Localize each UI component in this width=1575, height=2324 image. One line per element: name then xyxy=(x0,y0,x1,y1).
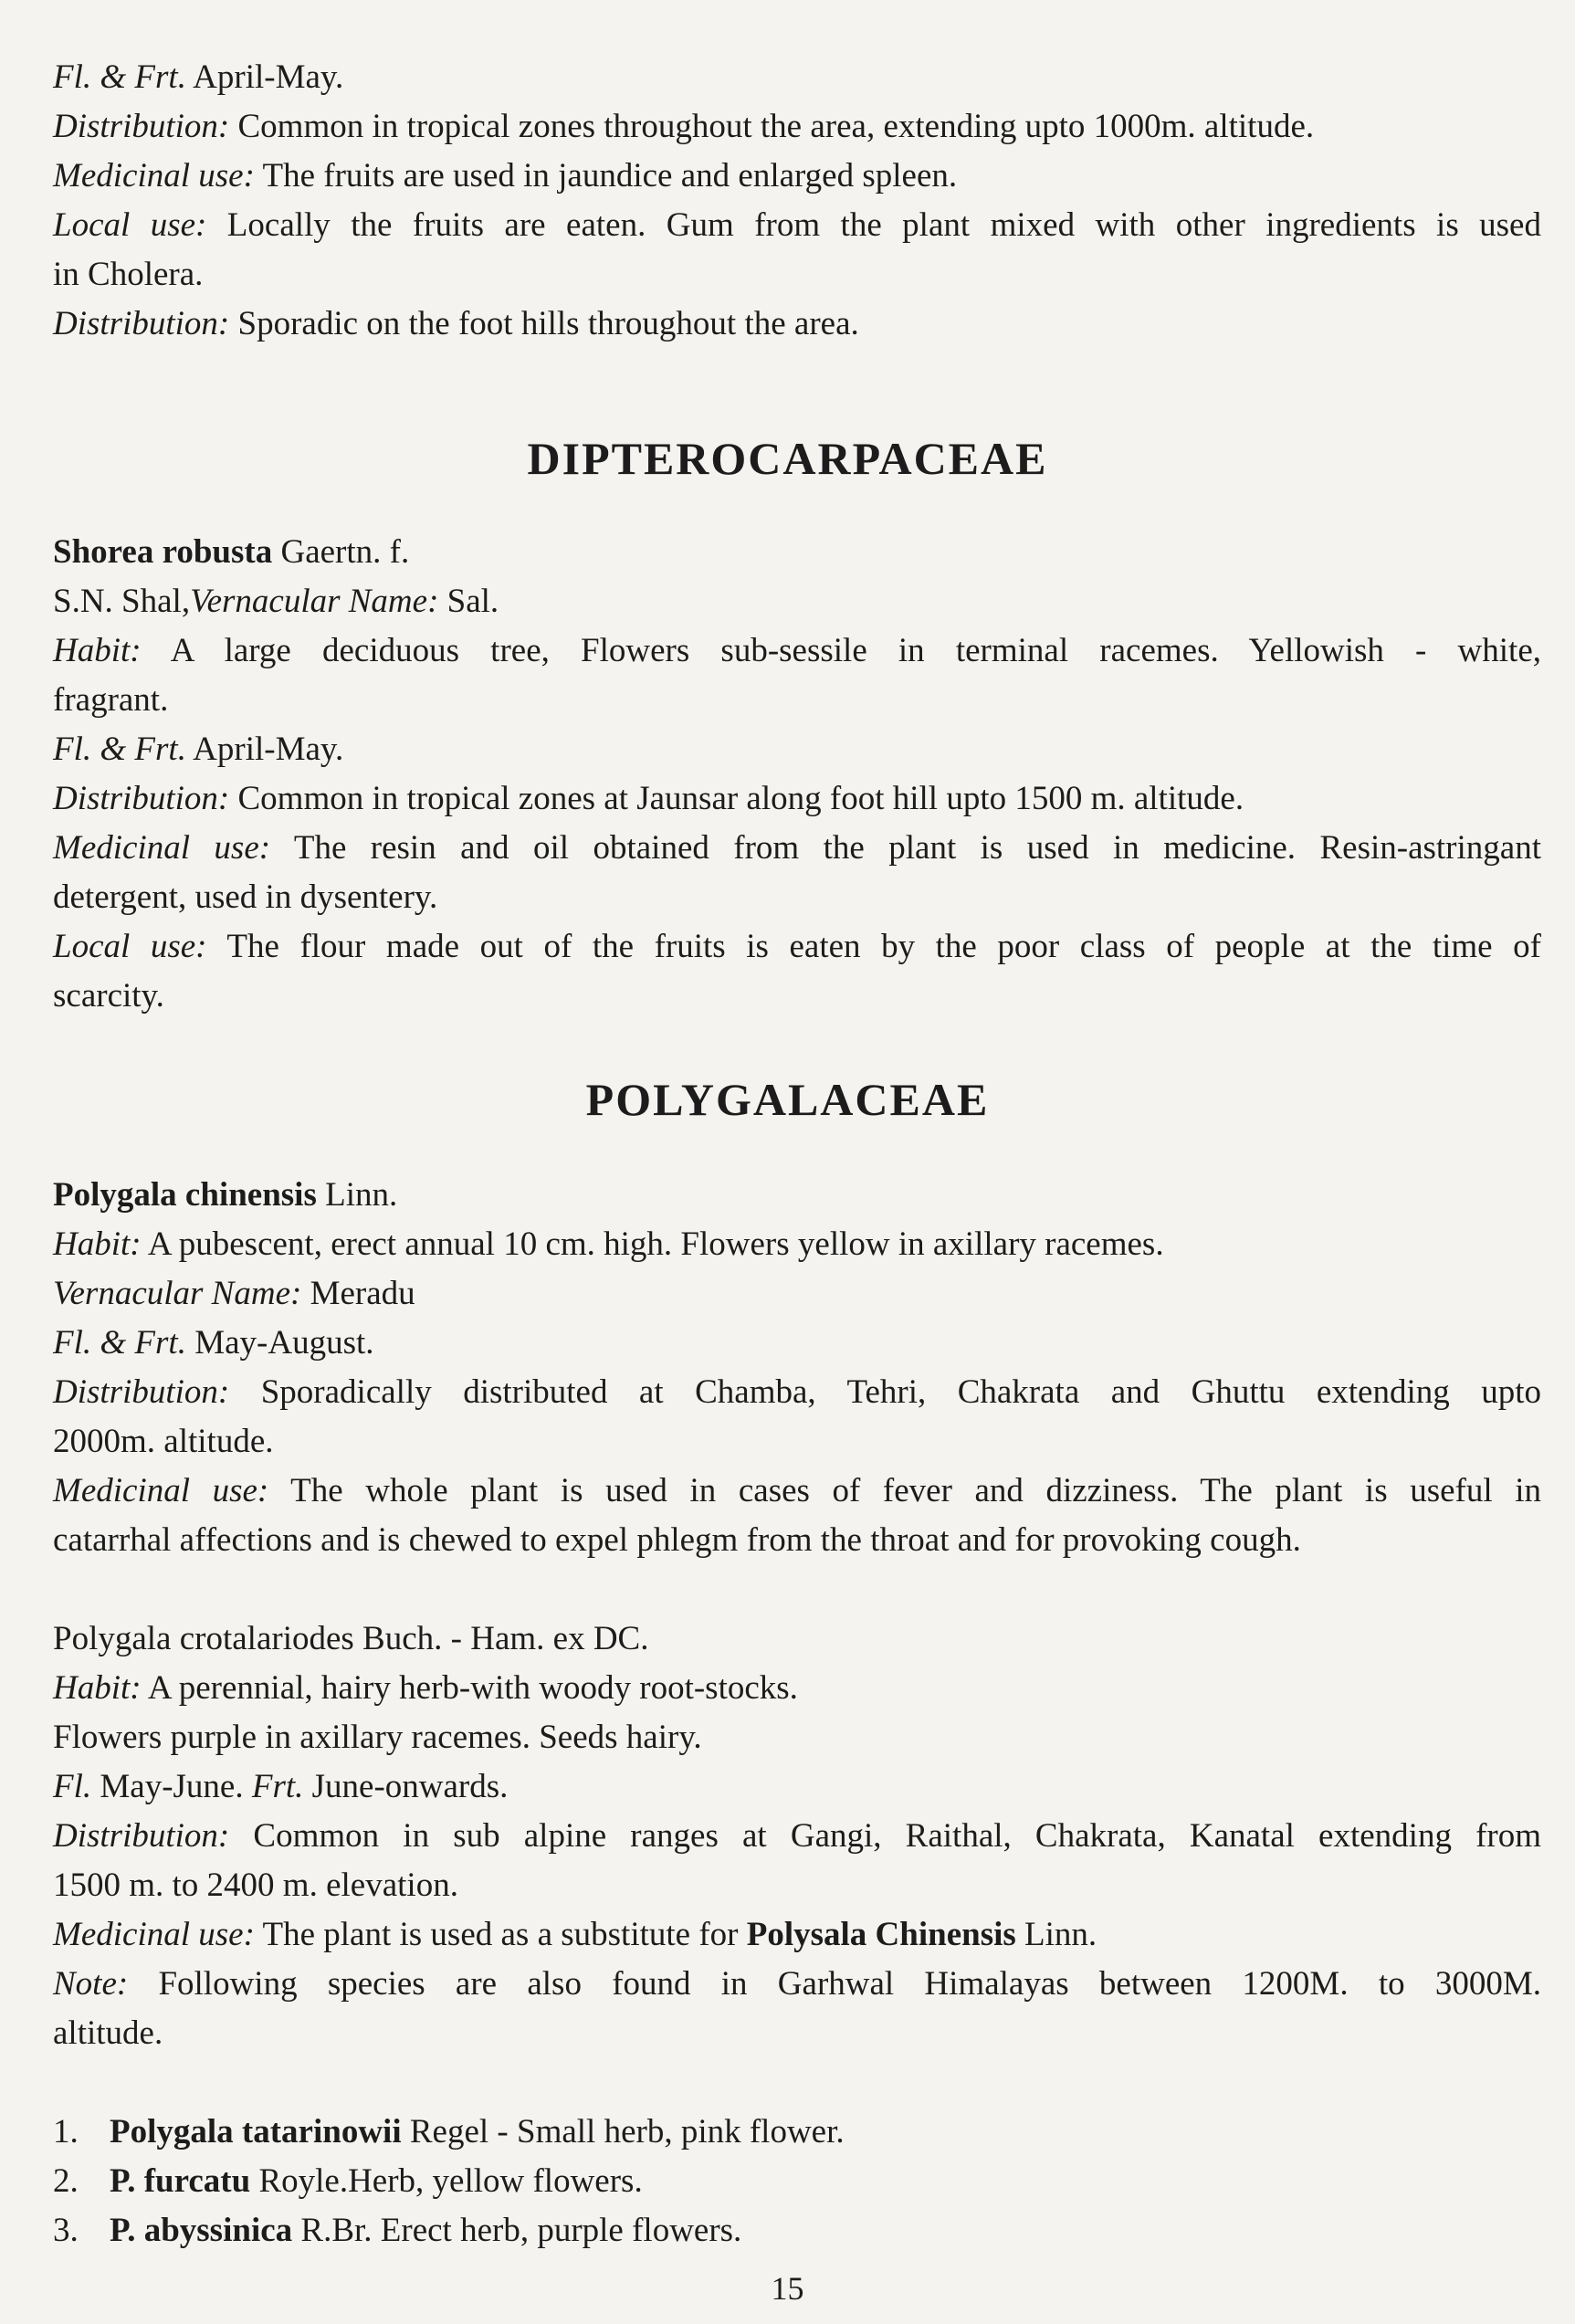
list-desc: Royle.Herb, yellow flowers. xyxy=(258,2162,643,2200)
vernacular-line xyxy=(53,1269,1541,1319)
vernacular-label: Vernacular Name: xyxy=(190,583,439,620)
medicinal-label: Medicinal use: xyxy=(53,1472,269,1509)
family-heading-polygalaceae: POLYGALACEAE xyxy=(585,1074,990,1125)
species-author: Gaertn. f. xyxy=(280,533,410,571)
habit-line xyxy=(53,626,1541,676)
fl-value: May-June. xyxy=(100,1768,244,1805)
distribution-value-cont: 2000m. altitude. xyxy=(53,1423,274,1460)
distribution-value: Sporadic on the foot hills throughout the area. xyxy=(237,305,859,342)
list-item xyxy=(53,2206,1541,2256)
distribution-value: Common in sub alpine ranges at Gangi, Raithal, Chakrata, Kanatal extending from xyxy=(253,1817,1542,1855)
fl-label: Fl. xyxy=(53,1768,92,1805)
fl-frt-value: April-May. xyxy=(193,58,344,96)
top-local-use-line xyxy=(53,201,1541,250)
list-species: P. furcatu xyxy=(110,2162,251,2200)
top-distribution-line xyxy=(53,102,1541,152)
top-flowering-line xyxy=(53,53,1541,102)
vernacular-value: Meradu xyxy=(310,1275,415,1312)
medicinal-value: The fruits are used in jaundice and enlarged spleen. xyxy=(262,157,958,195)
medicinal-line-2 xyxy=(53,873,1541,922)
habit-line xyxy=(53,1220,1541,1269)
habit-line xyxy=(53,1664,1541,1713)
distribution-label: Distribution: xyxy=(53,1373,230,1411)
medicinal-value-cont: detergent, used in dysentery. xyxy=(53,878,438,916)
local-use-label: Local use: xyxy=(53,206,207,244)
sn-prefix: S.N. Shal, xyxy=(53,583,191,620)
distribution-value: Common in tropical zones at Jaunsar along foot hill upto 1500 m. altitude. xyxy=(237,780,1244,817)
medicinal-species: Polysala Chinensis xyxy=(746,1916,1016,1953)
vernacular-value: Sal. xyxy=(446,583,499,620)
medicinal-line xyxy=(53,824,1541,873)
distribution-line xyxy=(53,1368,1541,1417)
medicinal-label: Medicinal use: xyxy=(53,829,271,867)
distribution-label: Distribution: xyxy=(53,1817,230,1855)
habit-line-2 xyxy=(53,676,1541,725)
list-species: P. abyssinica xyxy=(110,2212,293,2249)
medicinal-value: The resin and oil obtained from the plant is used in medicine. Resin-astringant xyxy=(293,829,1541,867)
medicinal-line xyxy=(53,1910,1541,1960)
habit-label: Habit: xyxy=(53,632,142,669)
frt-label: Frt. xyxy=(251,1768,304,1805)
medicinal-line xyxy=(53,1467,1541,1516)
list-item xyxy=(53,2157,1541,2206)
local-use-value: The flour made out of the fruits is eaten by the poor class of people at the time of xyxy=(226,928,1541,965)
top-distribution-line-2 xyxy=(53,300,1541,349)
distribution-line-2 xyxy=(53,1861,1541,1910)
list-desc: R.Br. Erect herb, purple flowers. xyxy=(300,2212,742,2249)
distribution-label: Distribution: xyxy=(53,305,230,342)
fl-frt-label: Fl. & Frt. xyxy=(53,1324,186,1362)
species-title-shorea xyxy=(53,528,1541,577)
fl-frt-label: Fl. & Frt. xyxy=(53,731,186,768)
vernacular-label: Vernacular Name: xyxy=(53,1275,302,1312)
medicinal-author: Linn. xyxy=(1024,1916,1097,1953)
note-value: Following species are also found in Garhwal Himalayas between 1200M. to 3000M. xyxy=(158,1965,1541,2003)
distribution-value: Common in tropical zones throughout the area, extending upto 1000m. altitude. xyxy=(237,108,1315,145)
habit-label: Habit: xyxy=(53,1225,142,1263)
habit-value-cont: fragrant. xyxy=(53,681,169,719)
distribution-label: Distribution: xyxy=(53,780,230,817)
top-medicinal-line xyxy=(53,152,1541,201)
list-species: Polygala tatarinowii xyxy=(110,2113,402,2150)
flowers-value: Flowers purple in axillary racemes. Seeds hairy. xyxy=(53,1719,702,1756)
list-number: 1. xyxy=(53,2113,79,2150)
habit-value: A large deciduous tree, Flowers sub-sessile in terminal racemes. Yellowish - white, xyxy=(170,632,1541,669)
fl-frt-value: April-May. xyxy=(193,731,344,768)
list-desc: Regel - Small herb, pink flower. xyxy=(409,2113,845,2150)
page-number: 15 xyxy=(771,2270,804,2307)
species-name: Polygala chinensis xyxy=(53,1176,317,1214)
distribution-line-2 xyxy=(53,1417,1541,1467)
flowers-line xyxy=(53,1713,1541,1762)
distribution-label: Distribution: xyxy=(53,108,230,145)
habit-value: A perennial, hairy herb-with woody root-stocks. xyxy=(147,1669,798,1707)
medicinal-value-cont: catarrhal affections and is chewed to expel phlegm from the throat and for provoking cough. xyxy=(53,1521,1301,1559)
medicinal-line-2 xyxy=(53,1516,1541,1565)
family-heading-dipterocarpaceae: DIPTEROCARPACEAE xyxy=(527,433,1048,484)
flowering-line xyxy=(53,725,1541,774)
local-use-line xyxy=(53,922,1541,972)
note-value-cont: altitude. xyxy=(53,2014,163,2052)
habit-label: Habit: xyxy=(53,1669,142,1707)
vernacular-line xyxy=(53,577,1541,626)
medicinal-label: Medicinal use: xyxy=(53,157,255,195)
distribution-line xyxy=(53,774,1541,824)
local-use-value: Locally the fruits are eaten. Gum from the plant mixed with other ingredients is used xyxy=(226,206,1541,244)
local-use-value-cont: in Cholera. xyxy=(53,256,204,293)
species-name-line: Polygala crotalariodes Buch. - Ham. ex DC. xyxy=(53,1620,649,1657)
fl-frt-label: Fl. & Frt. xyxy=(53,58,186,96)
local-use-line-2 xyxy=(53,972,1541,1021)
note-label: Note: xyxy=(53,1965,129,2003)
local-use-value-cont: scarcity. xyxy=(53,977,164,1015)
medicinal-value: The whole plant is used in cases of fever and dizziness. The plant is useful in xyxy=(290,1472,1541,1509)
distribution-value: Sporadically distributed at Chamba, Tehri, Chakrata and Ghuttu extending upto xyxy=(260,1373,1542,1411)
distribution-line xyxy=(53,1812,1541,1861)
local-use-label: Local use: xyxy=(53,928,207,965)
fl-frt-value: May-August. xyxy=(194,1324,374,1362)
medicinal-label: Medicinal use: xyxy=(53,1916,255,1953)
list-item xyxy=(53,2108,1541,2157)
flowering-line xyxy=(53,1319,1541,1368)
habit-value: A pubescent, erect annual 10 cm. high. Flowers yellow in axillary racemes. xyxy=(147,1225,1164,1263)
list-number: 3. xyxy=(53,2212,79,2249)
species-author: Linn. xyxy=(325,1176,398,1214)
note-line-2 xyxy=(53,2009,1541,2058)
medicinal-value: The plant is used as a substitute for xyxy=(262,1916,739,1953)
species-name: Shorea robusta xyxy=(53,533,273,571)
flowering-line xyxy=(53,1762,1541,1812)
top-local-use-line-2 xyxy=(53,250,1541,300)
species-title-polygala-crotalariodes xyxy=(53,1614,1541,1664)
list-number: 2. xyxy=(53,2162,79,2200)
frt-value: June-onwards. xyxy=(311,1768,509,1805)
species-title-polygala-chinensis xyxy=(53,1171,1541,1220)
note-line xyxy=(53,1960,1541,2009)
distribution-value-cont: 1500 m. to 2400 m. elevation. xyxy=(53,1867,458,1904)
